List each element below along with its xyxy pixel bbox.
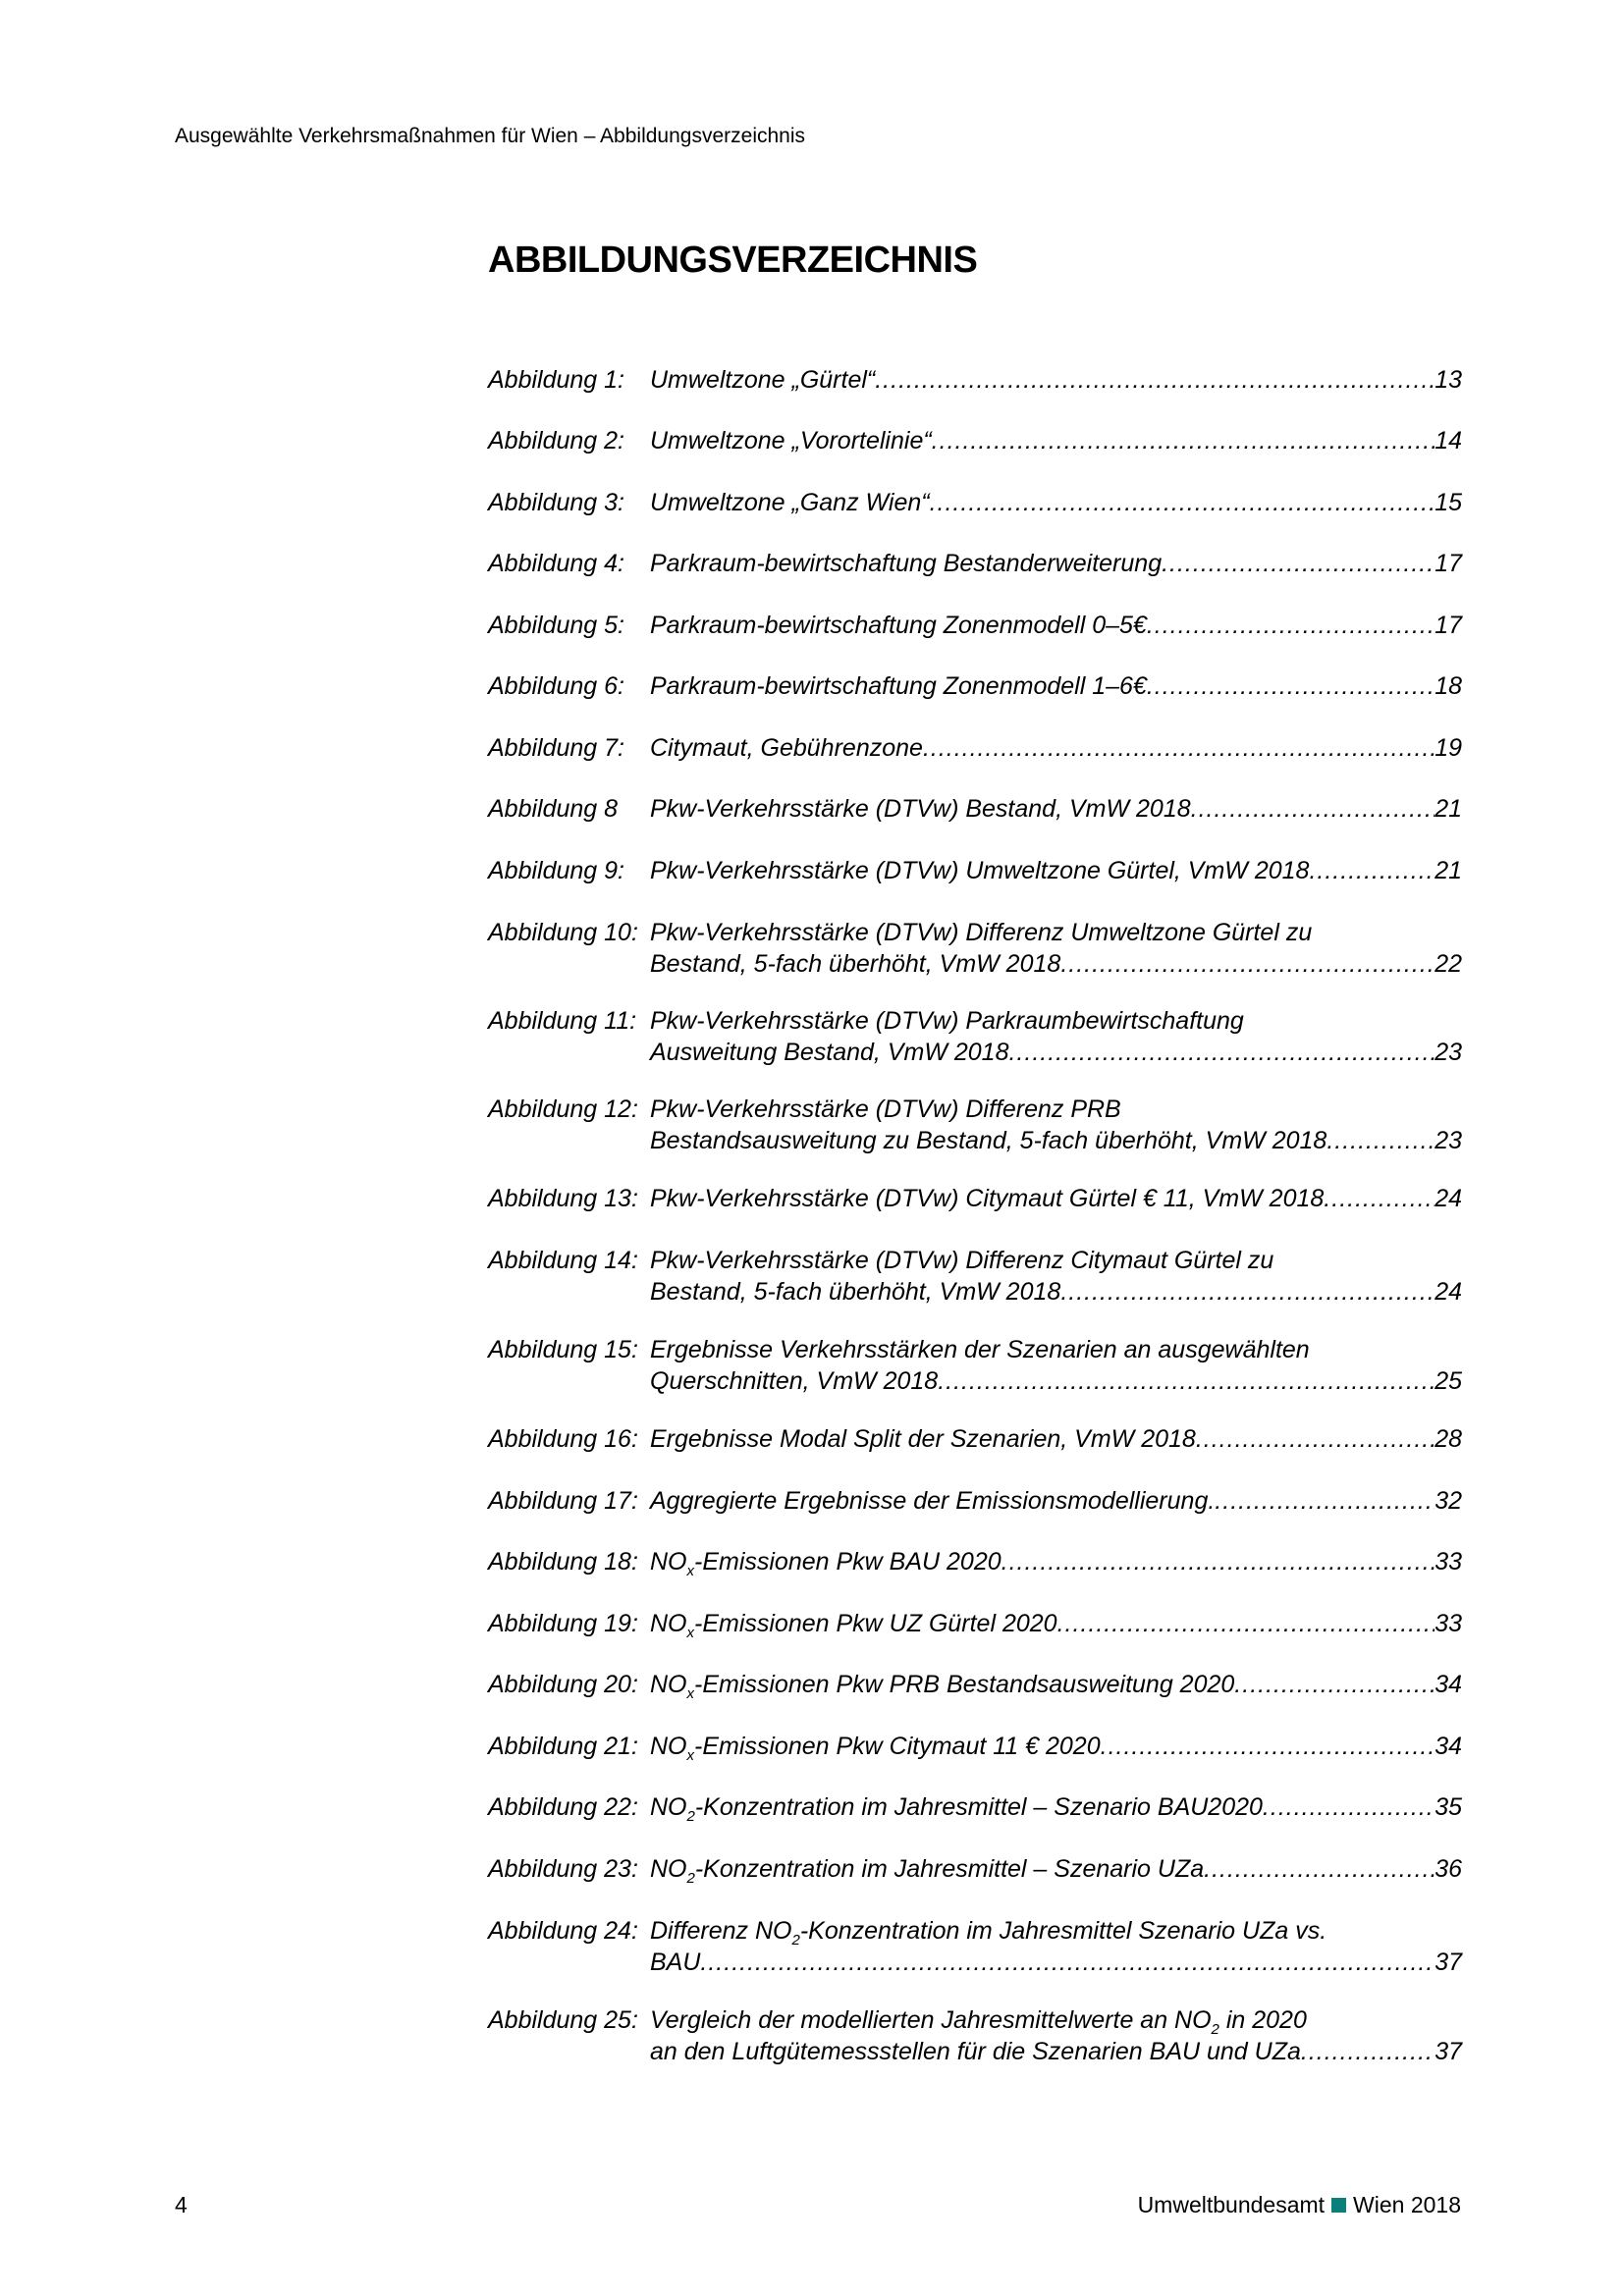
toc-entry-4[interactable] bbox=[488, 548, 1462, 579]
entry-page: 22 bbox=[1435, 950, 1462, 978]
entry-title: Pkw-Verkehrsstärke (DTVw) Umweltzone Gürtel, VmW 2018 bbox=[650, 857, 1310, 884]
entry-label: Abbildung 10: bbox=[488, 919, 638, 946]
entry-title: Citymaut, Gebührenzone bbox=[650, 734, 923, 762]
dot-leader bbox=[1263, 1791, 1435, 1823]
dot-leader bbox=[923, 732, 1435, 764]
dot-leader bbox=[1060, 1276, 1435, 1308]
dot-leader bbox=[1101, 1731, 1435, 1762]
entry-page: 34 bbox=[1435, 1671, 1462, 1698]
dot-leader bbox=[1162, 548, 1435, 579]
toc-entry-8[interactable] bbox=[488, 793, 1462, 825]
entry-label: Abbildung 20: bbox=[488, 1671, 638, 1698]
dot-leader bbox=[1196, 1423, 1435, 1455]
dot-leader bbox=[1008, 1037, 1435, 1068]
entry-title-line1: Pkw-Verkehrsstärke (DTVw) Differenz PRB bbox=[650, 1095, 1121, 1123]
entry-page: 17 bbox=[1435, 612, 1462, 639]
toc-entry-12[interactable] bbox=[488, 1094, 1462, 1156]
entry-title-line2: Querschnitten, VmW 2018 bbox=[650, 1367, 939, 1395]
entry-label: Abbildung 9: bbox=[488, 857, 625, 884]
entry-label: Abbildung 15: bbox=[488, 1336, 638, 1363]
entry-title: $NO_x$-Emissionen Pkw BAU 2020 bbox=[650, 1548, 1001, 1579]
toc-entry-7[interactable] bbox=[488, 732, 1462, 764]
entry-title-line2: Ausweitung Bestand, VmW 2018 bbox=[650, 1039, 1009, 1066]
entry-page: 13 bbox=[1435, 366, 1462, 394]
entry-label: Abbildung 5: bbox=[488, 612, 625, 639]
entry-label: Abbildung 7: bbox=[488, 734, 625, 762]
entry-title-line2: an den Luftgütemessstellen für die Szenarien BAU und UZa bbox=[650, 2038, 1301, 2065]
dot-leader bbox=[930, 487, 1435, 518]
page-title: ABBILDUNGSVERZEICHNIS bbox=[488, 240, 978, 281]
toc-entry-13[interactable] bbox=[488, 1183, 1462, 1214]
dot-leader bbox=[1057, 1608, 1435, 1639]
entry-page: 36 bbox=[1435, 1855, 1462, 1883]
entry-title: $NO_x$-Emissionen Pkw PRB Bestandsausweitung 2020 bbox=[650, 1671, 1235, 1702]
publisher-name: Umweltbundesamt bbox=[1137, 2192, 1326, 2217]
entry-label: Abbildung 25: bbox=[488, 2006, 638, 2034]
entry-page: 25 bbox=[1435, 1367, 1462, 1395]
dot-leader bbox=[1215, 1485, 1435, 1517]
entry-title: $NO_2$-Konzentration im Jahresmittel – Szenario UZa bbox=[650, 1855, 1205, 1887]
dot-leader bbox=[1001, 1546, 1435, 1577]
toc-entry-23[interactable] bbox=[488, 1853, 1462, 1885]
entry-label: Abbildung 23: bbox=[488, 1855, 638, 1883]
entry-title: Parkraum-bewirtschaftung Zonenmodell 0–5€ bbox=[650, 612, 1147, 639]
entry-title-line2: Bestand, 5-fach überhöht, VmW 2018 bbox=[650, 950, 1061, 978]
toc-entry-9[interactable] bbox=[488, 855, 1462, 886]
entry-label: Abbildung 6: bbox=[488, 672, 625, 700]
entry-label: Abbildung 4: bbox=[488, 550, 625, 577]
entry-label: Abbildung 17: bbox=[488, 1487, 638, 1515]
entry-title-line2: Bestand, 5-fach überhöht, VmW 2018 bbox=[650, 1278, 1061, 1306]
toc-entry-5[interactable] bbox=[488, 610, 1462, 641]
entry-title: Pkw-Verkehrsstärke (DTVw) Citymaut Gürtel € 11, VmW 2018 bbox=[650, 1185, 1325, 1212]
dot-leader bbox=[1309, 855, 1435, 886]
entry-title: Umweltzone „Ganz Wien“ bbox=[650, 489, 930, 516]
dot-leader bbox=[1204, 1853, 1435, 1885]
toc-entry-3[interactable] bbox=[488, 487, 1462, 518]
entry-page: 21 bbox=[1435, 795, 1462, 823]
entry-title-line1: Pkw-Verkehrsstärke (DTVw) Differenz Umweltzone Gürtel zu bbox=[650, 919, 1313, 946]
entry-label: Abbildung 24: bbox=[488, 1917, 638, 1945]
toc-entry-18[interactable] bbox=[488, 1546, 1462, 1577]
toc-entry-14[interactable] bbox=[488, 1245, 1462, 1308]
entry-title-line1: Vergleich der modellierten Jahresmittelwerte an $NO_2$ in 2020 bbox=[650, 2006, 1307, 2038]
entry-label: Abbildung 21: bbox=[488, 1733, 638, 1760]
toc-entry-24[interactable] bbox=[488, 1915, 1462, 1978]
toc-entry-25[interactable] bbox=[488, 2004, 1462, 2067]
dot-leader bbox=[1301, 2036, 1435, 2067]
entry-page: 34 bbox=[1435, 1733, 1462, 1760]
square-bullet-icon bbox=[1331, 2198, 1346, 2213]
entry-title: $NO_x$-Emissionen Pkw UZ Gürtel 2020 bbox=[650, 1610, 1057, 1641]
toc-entry-17[interactable] bbox=[488, 1485, 1462, 1517]
entry-label: Abbildung 11: bbox=[488, 1007, 637, 1035]
entry-label: Abbildung 1: bbox=[488, 366, 625, 394]
toc-entry-19[interactable] bbox=[488, 1608, 1462, 1639]
entry-page: 24 bbox=[1435, 1278, 1462, 1306]
running-header: Ausgewählte Verkehrsmaßnahmen für Wien – Abbildungsverzeichnis bbox=[175, 125, 806, 147]
entry-page: 37 bbox=[1435, 2038, 1462, 2065]
footer-publisher bbox=[1138, 2192, 1461, 2218]
entry-label: Abbildung 19: bbox=[488, 1610, 638, 1637]
toc-entry-15[interactable] bbox=[488, 1334, 1462, 1397]
toc-entry-1[interactable] bbox=[488, 364, 1462, 396]
dot-leader bbox=[1191, 793, 1435, 825]
entry-page: 21 bbox=[1435, 857, 1462, 884]
entry-label: Abbildung 2: bbox=[488, 427, 625, 454]
entry-page: 33 bbox=[1435, 1548, 1462, 1575]
dot-leader bbox=[700, 1947, 1435, 1978]
entry-label: Abbildung 13: bbox=[488, 1185, 638, 1212]
entry-page: 23 bbox=[1435, 1039, 1462, 1066]
entry-page: 14 bbox=[1435, 427, 1462, 454]
page-number: 4 bbox=[175, 2192, 188, 2217]
entry-title-line2: Bestandsausweitung zu Bestand, 5-fach überhöht, VmW 2018 bbox=[650, 1127, 1327, 1154]
footer-city-year: Wien 2018 bbox=[1353, 2192, 1461, 2217]
toc-entry-20[interactable] bbox=[488, 1669, 1462, 1700]
toc-entry-21[interactable] bbox=[488, 1731, 1462, 1762]
entry-label: Abbildung 16: bbox=[488, 1425, 638, 1453]
entry-title: Umweltzone „Gürtel“ bbox=[650, 366, 876, 394]
dot-leader bbox=[1234, 1669, 1435, 1700]
entry-page: 15 bbox=[1435, 489, 1462, 516]
dot-leader bbox=[1060, 948, 1435, 980]
entry-title: Parkraum-bewirtschaftung Zonenmodell 1–6€ bbox=[650, 672, 1147, 700]
toc-entry-10[interactable] bbox=[488, 917, 1462, 980]
entry-label: Abbildung 22: bbox=[488, 1793, 638, 1821]
entry-title: Ergebnisse Modal Split der Szenarien, VmW 2018 bbox=[650, 1425, 1196, 1453]
dot-leader bbox=[1326, 1125, 1435, 1156]
entry-page: 17 bbox=[1435, 550, 1462, 577]
entry-page: 24 bbox=[1435, 1185, 1462, 1212]
dot-leader bbox=[875, 364, 1435, 396]
toc-entry-22[interactable] bbox=[488, 1791, 1462, 1823]
dot-leader bbox=[1147, 610, 1435, 641]
dot-leader bbox=[1147, 670, 1435, 702]
entry-label: Abbildung 18: bbox=[488, 1548, 638, 1575]
toc-entry-6[interactable] bbox=[488, 670, 1462, 702]
entry-title: $NO_2$-Konzentration im Jahresmittel – Szenario BAU2020 bbox=[650, 1793, 1263, 1825]
entry-title: Pkw-Verkehrsstärke (DTVw) Bestand, VmW 2018 bbox=[650, 795, 1191, 823]
entry-label: Abbildung 14: bbox=[488, 1247, 638, 1274]
entry-title-line1: Pkw-Verkehrsstärke (DTVw) Differenz Citymaut Gürtel zu bbox=[650, 1247, 1274, 1274]
entry-title-line1: Differenz $NO_2$-Konzentration im Jahresmittel Szenario UZa vs. bbox=[650, 1917, 1327, 1949]
toc-entry-16[interactable] bbox=[488, 1423, 1462, 1455]
entry-page: 28 bbox=[1435, 1425, 1462, 1453]
dot-leader bbox=[1324, 1183, 1435, 1214]
entry-title-line1: Pkw-Verkehrsstärke (DTVw) Parkraumbewirtschaftung bbox=[650, 1007, 1244, 1035]
entry-label: Abbildung 8 bbox=[488, 795, 619, 823]
dot-leader bbox=[938, 1365, 1435, 1397]
entry-label: Abbildung 12: bbox=[488, 1095, 638, 1123]
entry-page: 32 bbox=[1435, 1487, 1462, 1515]
entry-page: 37 bbox=[1435, 1949, 1462, 1976]
entry-title: Aggregierte Ergebnisse der Emissionsmodellierung. bbox=[650, 1487, 1216, 1515]
entry-page: 19 bbox=[1435, 734, 1462, 762]
toc-entry-2[interactable] bbox=[488, 425, 1462, 456]
entry-label: Abbildung 3: bbox=[488, 489, 625, 516]
entry-title: Umweltzone „Vorortelinie“ bbox=[650, 427, 932, 454]
entry-title: $NO_x$-Emissionen Pkw Citymaut 11 € 2020 bbox=[650, 1733, 1101, 1764]
entry-page: 33 bbox=[1435, 1610, 1462, 1637]
entry-title: Parkraum-bewirtschaftung Bestanderweiterung bbox=[650, 550, 1163, 577]
entry-title-line2: BAU bbox=[650, 1949, 701, 1976]
entry-page: 18 bbox=[1435, 672, 1462, 700]
dot-leader bbox=[932, 425, 1435, 456]
entry-page: 23 bbox=[1435, 1127, 1462, 1154]
entry-page: 35 bbox=[1435, 1793, 1462, 1821]
entry-title-line1: Ergebnisse Verkehrsstärken der Szenarien an ausgewählten bbox=[650, 1336, 1310, 1363]
toc-entry-11[interactable] bbox=[488, 1005, 1462, 1068]
